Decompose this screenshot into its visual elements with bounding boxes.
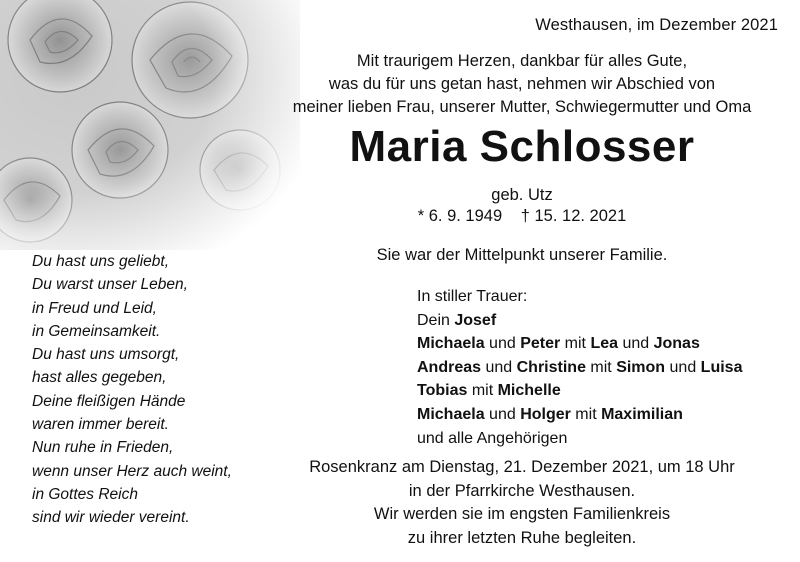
mourner-name: Simon: [616, 358, 666, 376]
mourner-name: Michelle: [497, 382, 561, 400]
poem-line: Deine fleißigen Hände: [32, 392, 186, 410]
life-dates: [262, 207, 782, 226]
poem-line: in Gottes Reich: [32, 485, 138, 503]
mourner-line: [417, 427, 777, 451]
mourner-connector: mit: [467, 382, 498, 400]
poem-line: waren immer bereit.: [32, 416, 169, 434]
mourner-name: Lea: [590, 335, 619, 353]
mourner-name: Holger: [520, 405, 571, 423]
poem-line: Du hast uns umsorgt,: [32, 346, 180, 364]
mourner-connector: und alle Angehörigen: [417, 429, 568, 447]
birth-name: geb. Utz: [491, 186, 553, 204]
mourner-name: Luisa: [700, 358, 743, 376]
death-date: † 15. 12. 2021: [520, 207, 627, 225]
service-line: in der Pfarrkirche Westhausen.: [408, 481, 636, 500]
roses-image: [0, 0, 300, 250]
mourner-name: Maximilian: [601, 405, 683, 423]
poem-line: Du warst unser Leben,: [32, 276, 188, 294]
mourner-name: Tobias: [417, 382, 468, 400]
intro-line: meiner lieben Frau, unserer Mutter, Schwiegermutter und Oma: [292, 98, 752, 116]
poem-line: Du hast uns geliebt,: [32, 253, 170, 270]
mourner-lines: [417, 309, 777, 451]
mourner-name: Peter: [520, 335, 561, 353]
tagline: Sie war der Mittelpunkt unserer Familie.: [376, 246, 668, 264]
mourner-connector: und: [481, 358, 517, 376]
place-date: Westhausen, im Dezember 2021: [535, 16, 778, 34]
mourners-heading: In stiller Trauer:: [417, 288, 528, 305]
mourner-name: Michaela: [417, 335, 485, 353]
mourner-connector: mit: [585, 358, 617, 376]
mourner-line: [417, 356, 777, 380]
poem-line: Nun ruhe in Frieden,: [32, 439, 174, 457]
mourner-line: [417, 403, 777, 427]
mourner-connector: und: [484, 405, 521, 423]
mourner-connector: und: [618, 335, 654, 353]
service-line: Wir werden sie im engsten Familienkreis: [373, 505, 671, 523]
intro-line: was du für uns getan hast, nehmen wir Abschied von: [328, 75, 716, 93]
mourner-line: [417, 379, 777, 403]
mourner-name: Josef: [454, 311, 497, 329]
mourner-line: [417, 309, 777, 333]
birth-date: * 6. 9. 1949: [417, 207, 503, 225]
mourner-name: Jonas: [653, 335, 700, 353]
poem-line: in Freud und Leid,: [32, 299, 157, 317]
poem-line: in Gemeinsamkeit.: [32, 322, 161, 340]
poem-line: wenn unser Herz auch weint,: [32, 462, 232, 480]
poem-line: sind wir wieder vereint.: [32, 509, 190, 527]
mourners-list: [417, 285, 777, 450]
mourner-connector: mit: [560, 335, 591, 353]
mourner-connector: mit: [570, 405, 602, 423]
intro-line: Mit traurigem Herzen, dankbar für alles Gute,: [356, 52, 688, 70]
mourner-name: Christine: [516, 358, 586, 376]
service-line: Rosenkranz am Dienstag, 21. Dezember 2021, um 18 Uhr: [309, 458, 735, 476]
mourner-name: Andreas: [417, 358, 482, 376]
poem-line: hast alles gegeben,: [32, 369, 167, 387]
mourner-line: [417, 332, 777, 356]
service-info: [262, 456, 782, 550]
mourner-connector: und: [665, 358, 701, 376]
intro-text: [262, 50, 782, 119]
roses-illustration: [0, 0, 300, 250]
service-line: zu ihrer letzten Ruhe begleiten.: [407, 528, 637, 547]
poem: [32, 250, 272, 530]
mourner-name: Michaela: [417, 405, 485, 423]
mourner-connector: und: [484, 335, 521, 353]
deceased-name: Maria Schlosser: [349, 122, 695, 171]
mourner-connector: Dein: [417, 311, 455, 329]
